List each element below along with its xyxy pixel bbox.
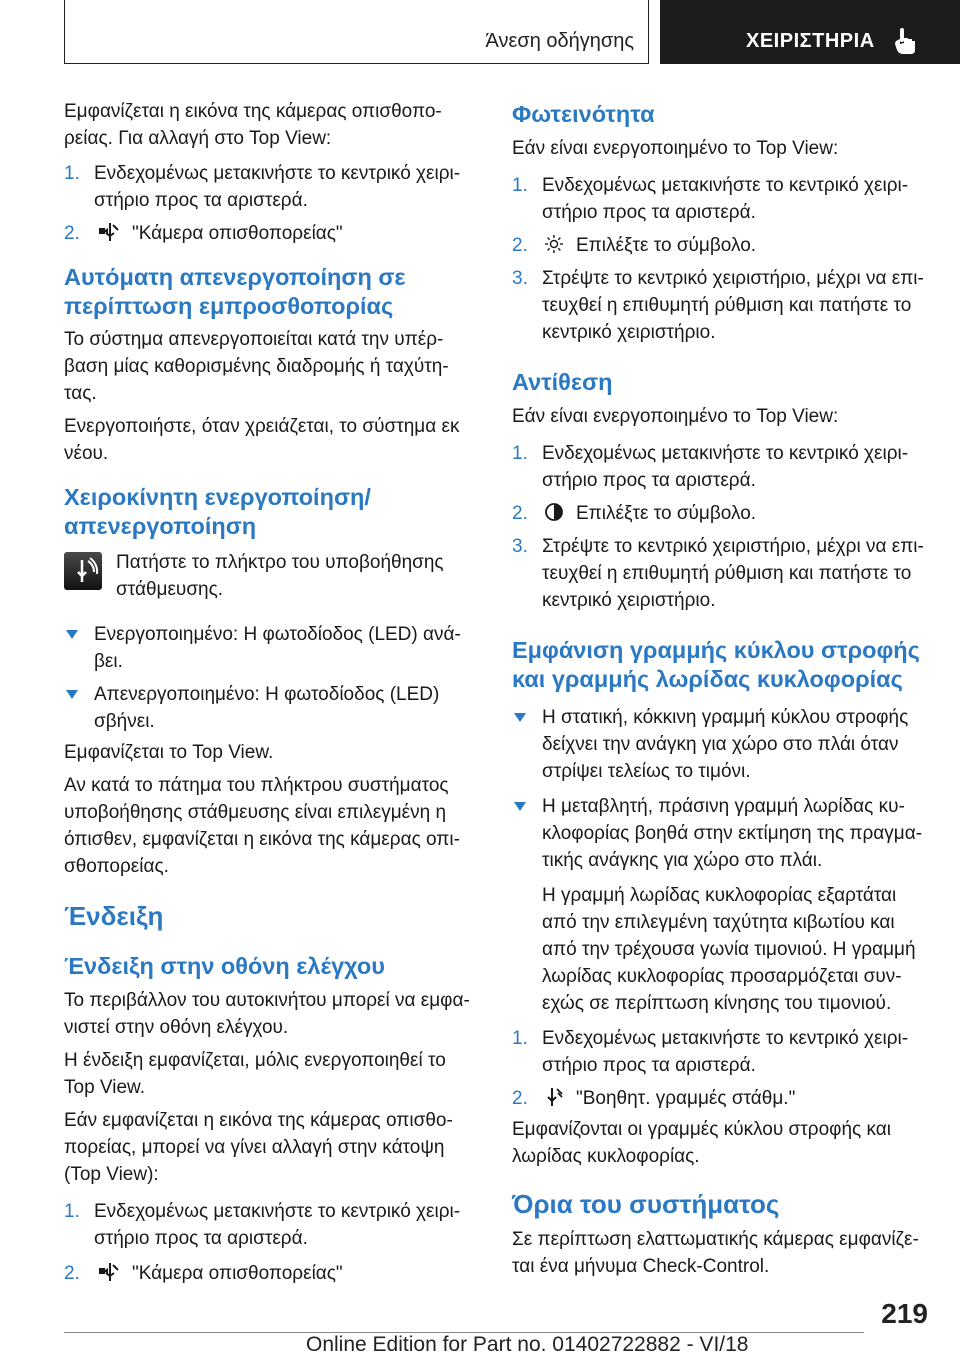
left-column — [64, 98, 479, 1287]
bullet-text: Ενεργοποιημένο: Η φωτοδίοδος (LED) ανά‐ βει. — [94, 624, 461, 672]
hand-pointer-icon — [894, 26, 918, 56]
bullet-item — [64, 621, 479, 675]
bullet-item — [64, 681, 479, 735]
list-text: "Κάμερα οπισθοπορείας" — [132, 223, 343, 244]
paragraph: Εμφανίζεται η εικόνα της κάμερας οπισθοπο‐ ρείας. Για αλλαγή στο Top View: — [64, 101, 442, 149]
bullet-text: Απενεργοποιημένο: Η φωτοδίοδος (LED) σβήνει. — [94, 684, 440, 732]
list-text: Επιλέξτε το σύμβολο. — [576, 503, 757, 524]
paragraph: Το περιβάλλον του αυτοκινήτου μπορεί να εμφα‐ νιστεί στην οθόνη ελέγχου. — [64, 990, 470, 1038]
bullet-subparagraph: Η γραμμή λωρίδας κυκλοφορίας εξαρτάται από την επιλεγμένη ταχύτητα κιβωτίου και από την τρέχουσα γωνία τιμονιού. Η γραμμή λωρίδας κυκλοφορίας προσαρμόζεται συν‐ εχώς σε περίπτωση κίνησης του τιμονιού. — [542, 885, 916, 1014]
list-text: Στρέψτε το κεντρικό χειριστήριο, μέχρι να επι‐ τευχθεί η επιθυμητή ρύθμιση και πατήστε το κεντρικό χειριστήριο. — [542, 268, 924, 343]
list-number: 2. — [64, 223, 80, 244]
list-number: 1. — [64, 1201, 80, 1222]
header-manual-box — [660, 0, 960, 64]
rear-camera-icon — [96, 222, 120, 242]
list-text: Ενδεχομένως μετακινήστε το κεντρικό χειρι‐ στήριο προς τα αριστερά. — [94, 1201, 461, 1249]
list-item — [512, 500, 932, 527]
button-instruction-text: Πατήστε το πλήκτρο του υποβοήθησης στάθμευσης. — [116, 552, 444, 600]
heading-auto-deactivation: Αυτόματη απενεργοποίηση σε περίπτωση εμπροσθοπορίας — [64, 264, 406, 319]
list-number: 2. — [64, 1263, 80, 1284]
list-number: 1. — [512, 1028, 528, 1049]
list-text: Ενδεχομένως μετακινήστε το κεντρικό χειρι‐ στήριο προς τα αριστερά. — [542, 1028, 909, 1076]
bullet-text: Η μεταβλητή, πράσινη γραμμή λωρίδας κυ‐ κλοφορίας βοηθά στην εκτίμηση της πραγμα‐ τικής ανάγκης για χώρο στο πλάι. — [542, 796, 923, 871]
list-item — [512, 1085, 932, 1112]
manual-title: ΧΕΙΡΙΣΤΗΡΙΑ — [746, 30, 875, 52]
list-text: Ενδεχομένως μετακινήστε το κεντρικό χειρι‐ στήριο προς τα αριστερά. — [542, 175, 909, 223]
bullet-arrow-icon — [514, 713, 526, 722]
list-item — [512, 172, 932, 226]
paragraph: Εάν είναι ενεργοποιημένο το Top View: — [512, 406, 839, 427]
list-number: 2. — [512, 1088, 528, 1109]
heading-brightness: Φωτεινότητα — [512, 101, 655, 127]
bullet-text: Η στατική, κόκκινη γραμμή κύκλου στροφής δείχνει την ανάγκη για χώρο στο πλάι όταν στρίψει τελείως το τιμόνι. — [542, 707, 909, 782]
list-text: "Κάμερα οπισθοπορείας" — [132, 1263, 343, 1284]
heading-system-limits: Όρια του συστήματος — [512, 1189, 780, 1219]
bullet-arrow-icon — [514, 802, 526, 811]
paragraph: Αν κατά το πάτημα του πλήκτρου συστήματος υποβοήθησης στάθμευσης είναι επιλεγμένη η όπισθεν, εμφανίζεται η εικόνα της κάμερας οπι‐ σθοπορείας. — [64, 775, 460, 877]
heading-lines-display: Εμφάνιση γραμμής κύκλου στροφής και γραμμής λωρίδας κυκλοφορίας — [512, 637, 920, 692]
list-item — [64, 1260, 479, 1287]
paragraph: Εμφανίζονται οι γραμμές κύκλου στροφής και λωρίδας κυκλοφορίας. — [512, 1119, 891, 1167]
heading-display: Ένδειξη — [64, 901, 164, 931]
paragraph: Το σύστημα απενεργοποιείται κατά την υπέρ‐ βαση μίας καθορισμένης διαδρομής ή ταχύτη‐ τας. — [64, 329, 449, 404]
heading-manual-activation: Χειροκίνητη ενεργοποίηση/ απενεργοποίηση — [64, 484, 371, 539]
list-item — [64, 220, 479, 247]
list-text: Ενδεχομένως μετακινήστε το κεντρικό χειρι‐ στήριο προς τα αριστερά. — [542, 443, 909, 491]
paragraph: Εάν εμφανίζεται η εικόνα της κάμερας οπισθο‐ πορείας, μπορεί να γίνει αλλαγή στην κάτοψη (Top View): — [64, 1110, 453, 1185]
list-number: 3. — [512, 268, 528, 289]
bullet-item — [512, 793, 932, 874]
list-number: 3. — [512, 536, 528, 557]
list-text: Στρέψτε το κεντρικό χειριστήριο, μέχρι να επι‐ τευχθεί η επιθυμητή ρύθμιση και πατήστε το κεντρικό χειριστήριο. — [542, 536, 924, 611]
bullet-arrow-icon — [66, 690, 78, 699]
list-item — [512, 533, 932, 614]
list-item — [512, 440, 932, 494]
list-item — [512, 265, 932, 346]
heading-contrast: Αντίθεση — [512, 369, 613, 395]
list-text: Επιλέξτε το σύμβολο. — [576, 235, 757, 256]
paragraph: Σε περίπτωση ελαττωματικής κάμερας εμφανίζε‐ ται ένα μήνυμα Check-Control. — [512, 1229, 919, 1277]
contrast-icon — [544, 502, 564, 522]
parking-lines-icon — [544, 1087, 564, 1107]
heading-display-screen: Ένδειξη στην οθόνη ελέγχου — [64, 953, 385, 979]
paragraph: Εάν είναι ενεργοποιημένο το Top View: — [512, 138, 839, 159]
rear-camera-icon — [96, 1262, 120, 1282]
page-number: 219 — [881, 1298, 928, 1329]
edition-note: Online Edition for Part no. 01402722882 - VI/18 — [306, 1333, 749, 1356]
bullet-item — [512, 704, 932, 785]
list-text: Ενδεχομένως μετακινήστε το κεντρικό χειρι‐ στήριο προς τα αριστερά. — [94, 163, 461, 211]
button-instruction — [64, 549, 479, 603]
list-item — [64, 160, 479, 214]
list-number: 1. — [64, 163, 80, 184]
list-number: 2. — [512, 235, 528, 256]
brightness-sun-icon — [544, 234, 564, 254]
list-number: 1. — [512, 443, 528, 464]
list-item — [512, 1025, 932, 1079]
list-item — [64, 1198, 479, 1252]
paragraph: Ενεργοποιήστε, όταν χρειάζεται, το σύστημα εκ νέου. — [64, 416, 460, 464]
paragraph: Εμφανίζεται το Top View. — [64, 742, 274, 763]
list-number: 2. — [512, 503, 528, 524]
park-assist-button-icon — [64, 552, 102, 590]
section-title: Άνεση οδήγησης — [485, 30, 634, 52]
header-section-box — [64, 0, 649, 64]
list-item — [512, 232, 932, 259]
bullet-arrow-icon — [66, 630, 78, 639]
right-column — [512, 100, 932, 1286]
paragraph: Η ένδειξη εμφανίζεται, μόλις ενεργοποιηθεί το Top View. — [64, 1050, 446, 1098]
list-text: "Βοηθητ. γραμμές στάθμ." — [576, 1088, 796, 1109]
list-number: 1. — [512, 175, 528, 196]
